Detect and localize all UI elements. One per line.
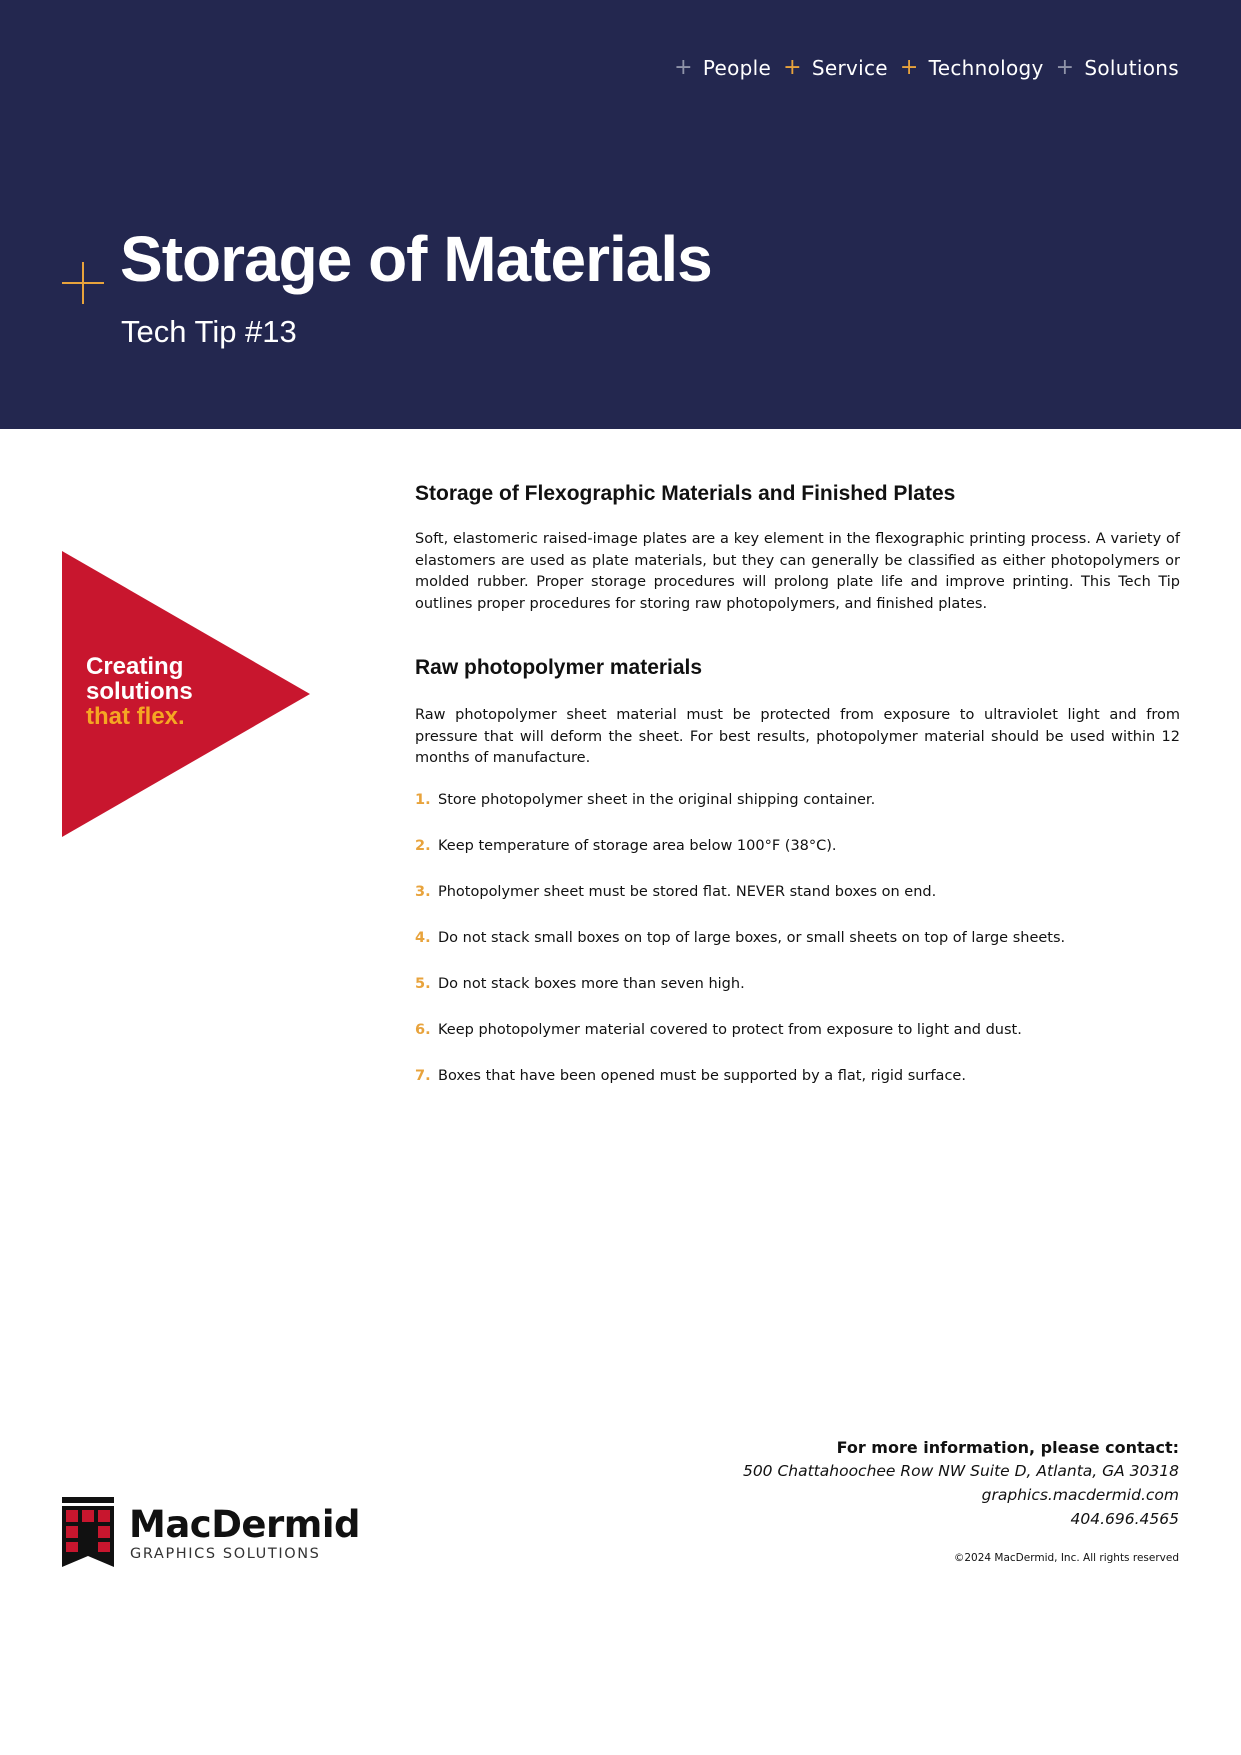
section-body-storage: Soft, elastomeric raised-image plates are a key element in the flexographic printing process. A variety of elastomers are used as plate materials, but they can generally be classified as either photopolymers or molded rubber. Proper storage procedures will prolong plate life and improve printing. This Tech Tip outlines proper procedures for storing raw photopolymers, and finished plates. bbox=[415, 531, 1180, 612]
tagline-people: People bbox=[702, 55, 772, 80]
list-item: 6. Keep photopolymer material covered to protect from exposure to light and dust. bbox=[415, 1021, 1022, 1038]
list-item: 4. Do not stack small boxes on top of large boxes, or small sheets on top of large sheets. bbox=[415, 929, 1066, 946]
section-body-raw: Raw photopolymer sheet material must be protected from exposure to ultraviolet light and from pressure that will deform the sheet. For best results, photopolymer material should be used within 12 months of manufacture. bbox=[415, 707, 1180, 766]
slogan-line-2: solutions bbox=[86, 678, 193, 705]
contact-heading: For more information, please contact: bbox=[836, 1438, 1179, 1457]
title-plus-icon bbox=[62, 262, 104, 304]
plus-icon: + bbox=[674, 55, 693, 80]
list-item: 2. Keep temperature of storage area below 100°F (38°C). bbox=[415, 837, 837, 854]
contact-block bbox=[743, 1438, 1179, 1564]
list-item: 5. Do not stack boxes more than seven high. bbox=[415, 975, 745, 992]
list-item: 1. Store photopolymer sheet in the original shipping container. bbox=[415, 791, 876, 808]
page-title: Storage of Materials bbox=[120, 223, 712, 295]
plus-icon: + bbox=[783, 55, 802, 80]
slogan-line-3: that flex. bbox=[86, 703, 185, 730]
tagline bbox=[662, 55, 1179, 80]
storage-steps-list bbox=[415, 792, 1180, 1114]
slogan-line-1: Creating bbox=[86, 653, 184, 680]
tagline-solutions: Solutions bbox=[1084, 55, 1179, 80]
plus-icon: + bbox=[1055, 55, 1075, 80]
list-item: 3. Photopolymer sheet must be stored flat. NEVER stand boxes on end. bbox=[415, 883, 937, 900]
macdermid-logo bbox=[62, 1497, 360, 1569]
plus-icon: + bbox=[899, 55, 919, 80]
macdermid-logo-icon bbox=[62, 1497, 114, 1567]
page-subtitle: Tech Tip #13 bbox=[121, 314, 297, 349]
slogan bbox=[86, 654, 193, 729]
contact-website[interactable]: graphics.macdermid.com bbox=[981, 1486, 1179, 1504]
main-content bbox=[415, 482, 1180, 1114]
copyright-notice: ©2024 MacDermid, Inc. All rights reserved bbox=[953, 1552, 1179, 1564]
logo-name: MacDermid bbox=[129, 1503, 360, 1546]
section-heading-storage: Storage of Flexographic Materials and Finished Plates bbox=[415, 482, 956, 505]
contact-address: 500 Chattahoochee Row NW Suite D, Atlanta, GA 30318 bbox=[742, 1462, 1179, 1480]
contact-phone[interactable]: 404.696.4565 bbox=[1070, 1510, 1179, 1528]
logo-subtitle: GRAPHICS SOLUTIONS bbox=[130, 1546, 321, 1562]
tagline-technology: Technology bbox=[928, 55, 1044, 80]
list-item: 7. Boxes that have been opened must be supported by a flat, rigid surface. bbox=[415, 1067, 966, 1084]
tagline-service: Service bbox=[811, 55, 888, 80]
header-banner bbox=[0, 0, 1241, 429]
section-heading-raw: Raw photopolymer materials bbox=[415, 656, 703, 679]
